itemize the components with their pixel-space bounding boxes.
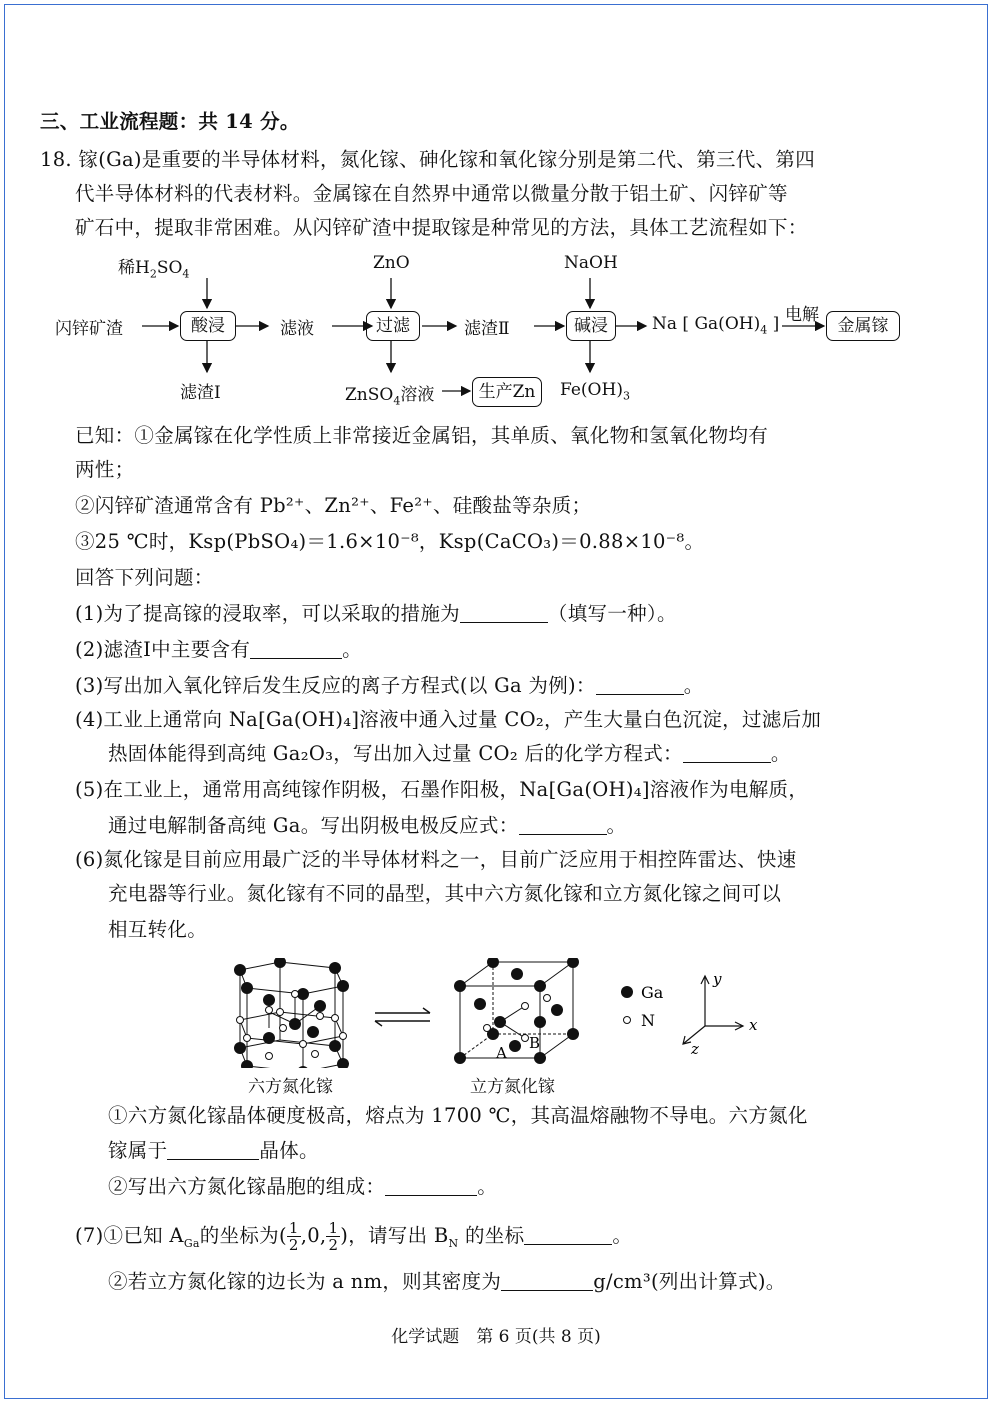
section-title: 三、工业流程题：共 14 分。: [40, 110, 300, 133]
question-6-1b: 镓属于 晶体。: [108, 1139, 319, 1162]
metal-gallium-box: 金属镓: [826, 311, 900, 341]
answer-blank-1[interactable]: [460, 604, 548, 623]
q18-line-2: 代半导体材料的代表材料。金属镓在自然界中通常以微量分散于铝土矿、闪锌矿等: [75, 182, 788, 205]
interconversion-arrows: [375, 1008, 430, 1026]
process-flowchart: [40, 248, 920, 408]
answer-blank-6-1[interactable]: [167, 1141, 259, 1160]
question-3: (3)写出加入氧化锌后发生反应的离子方程式(以 Ga 为例)： 。: [75, 674, 704, 697]
question-6b: 充电器等行业。氮化镓有不同的晶型，其中六方氮化镓和立方氮化镓之间可以: [108, 882, 782, 905]
known-3: ③25 ℃时，Ksp(PbSO₄)＝1.6×10⁻⁸，Ksp(CaCO₃)＝0.88×10⁻⁸。: [75, 530, 705, 553]
legend-ga-label: Ga: [641, 983, 664, 1002]
flow-znso4: ZnSO$_4$溶液: [345, 385, 435, 408]
axis-x-label: x: [749, 1016, 758, 1034]
electrolysis-label: 电解: [785, 305, 819, 325]
question-1: (1)为了提高镓的浸取率，可以采取的措施为 （填写一种）。: [75, 602, 677, 625]
flow-product-naga: Na [ $Ga(OH)_4$ ]: [652, 314, 780, 337]
question-5b: 通过电解制备高纯 Ga。写出阴极电极反应式： 。: [108, 814, 627, 837]
cubic-gan-caption: 立方氮化镓: [470, 1077, 555, 1097]
answer-blank-4[interactable]: [683, 744, 771, 763]
flow-residue-1: 滤渣Ⅰ: [180, 383, 221, 403]
answer-blank-7-1[interactable]: [524, 1226, 612, 1245]
legend-n-marker: [624, 1017, 631, 1024]
question-7-2: ②若立方氮化镓的边长为 a nm，则其密度为 g/cm³(列出计算式)。: [108, 1270, 786, 1293]
alkali-leach-box: 碱浸: [566, 311, 616, 341]
question-2: (2)滤渣Ⅰ中主要含有 。: [75, 638, 362, 661]
flow-residue-2: 滤渣Ⅱ: [464, 319, 510, 339]
atom-label-a: A: [496, 1044, 507, 1062]
legend-ga-marker: [621, 986, 633, 998]
q18-line-3: 矿石中，提取非常困难。从闪锌矿渣中提取镓是种常见的方法，具体工艺流程如下：: [75, 216, 808, 239]
known-1b: 两性；: [75, 458, 135, 481]
question-6c: 相互转化。: [108, 918, 208, 941]
axis-z-label: z: [691, 1040, 699, 1058]
flow-feoh3: $Fe(OH)_3$: [560, 380, 630, 403]
known-1a: 已知：①金属镓在化学性质上非常接近金属铝，其单质、氧化物和氢氧化物均有: [75, 424, 769, 447]
question-7-1: (7)①已知 $A_{Ga}$的坐标为( $\frac{1}{2}$ ,0, $\frac{1}{2}$ )，请写出 $B_N$ 的坐标 。: [75, 1219, 633, 1254]
legend-n-label: N: [641, 1011, 655, 1030]
fraction-half-2: $\frac{1}{2}$: [328, 1219, 339, 1254]
question-6-2: ②写出六方氮化镓晶胞的组成： 。: [108, 1175, 498, 1198]
hex-gan-caption: 六方氮化镓: [248, 1077, 333, 1097]
produce-zn-box: 生产Zn: [472, 377, 542, 407]
known-2: ②闪锌矿渣通常含有 Pb²⁺、Zn²⁺、Fe²⁺、硅酸盐等杂质；: [75, 494, 592, 517]
flow-start: 闪锌矿渣: [55, 319, 123, 339]
reagent-zno: ZnO: [373, 253, 410, 273]
crystal-structure-figure: [225, 958, 785, 1068]
axis-y-label: y: [713, 970, 722, 988]
flow-filtrate: 滤液: [280, 319, 314, 339]
answer-blank-3[interactable]: [596, 676, 684, 695]
fraction-half-1: $\frac{1}{2}$: [288, 1219, 299, 1254]
question-6-1a: ①六方氮化镓晶体硬度极高，熔点为 1700 ℃，其高温熔融物不导电。六方氮化: [108, 1104, 808, 1127]
answer-blank-2[interactable]: [250, 640, 342, 659]
answer-intro: 回答下列问题：: [75, 566, 214, 589]
answer-blank-6-2[interactable]: [385, 1177, 477, 1196]
question-5a: (5)在工业上，通常用高纯镓作阴极，石墨作阳极，Na[Ga(OH)₄]溶液作为电解质，: [75, 778, 809, 801]
atom-label-b: B: [529, 1034, 541, 1052]
answer-blank-5[interactable]: [519, 816, 607, 835]
reagent-naoh: NaOH: [564, 253, 618, 273]
page-footer: 化学试题 第 6 页(共 8 页): [391, 1327, 601, 1347]
filter-box: 过滤: [366, 311, 420, 341]
acid-leach-box: 酸浸: [180, 311, 236, 341]
reagent-h2so4: 稀$H_2SO_4$: [118, 258, 190, 281]
question-4a: (4)工业上通常向 Na[Ga(OH)₄]溶液中通入过量 CO₂，产生大量白色沉淀，过滤后加: [75, 708, 822, 731]
question-4b: 热固体能得到高纯 Ga₂O₃，写出加入过量 CO₂ 后的化学方程式： 。: [108, 742, 791, 765]
question-6a: (6)氮化镓是目前应用最广泛的半导体材料之一，目前广泛应用于相控阵雷达、快速: [75, 848, 797, 871]
hexagonal-gan-cell: [240, 962, 343, 1068]
q18-line-1: 18. 镓(Ga)是重要的半导体材料，氮化镓、砷化镓和氧化镓分别是第二代、第三代、第四: [40, 148, 816, 171]
answer-blank-7-2[interactable]: [501, 1272, 593, 1291]
